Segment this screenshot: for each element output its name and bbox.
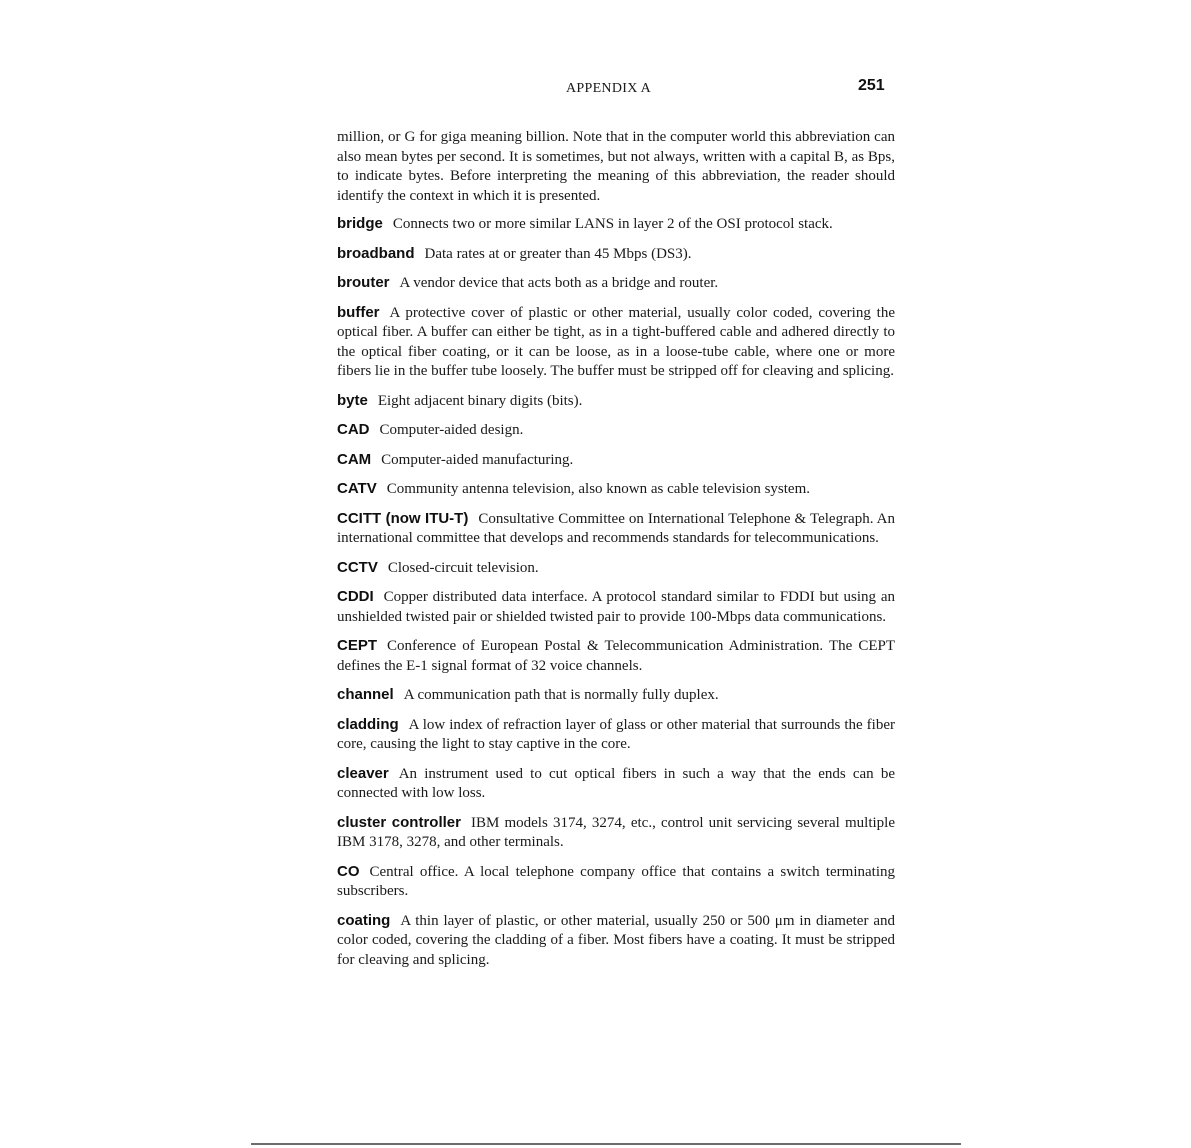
glossary-entry-byte: [337, 391, 895, 412]
glossary-definition: A vendor device that acts both as a bridge and router.: [399, 275, 719, 291]
continuation-paragraph: million, or G for giga meaning billion. Note that in the computer world this abbreviation can also mean bytes per second. It is sometimes, but not always, written with a capital B, as Bps, to indicate bytes. Before interpreting the meaning of this abbreviation, the reader should identify the context in which it is presented.: [337, 129, 895, 204]
glossary-definition: A communication path that is normally fully duplex.: [403, 687, 719, 703]
glossary-term: cladding: [337, 715, 399, 733]
glossary-term: CCTV: [337, 558, 378, 576]
glossary-entry-cluster-controller: [337, 813, 895, 853]
glossary-definition: Community antenna television, also known as cable television system.: [386, 481, 810, 497]
glossary-term: CAM: [337, 450, 372, 468]
page-number: 251: [858, 77, 885, 94]
glossary-entry-cddi: [337, 587, 895, 627]
glossary-entry-cctv: [337, 558, 895, 579]
glossary-definition: Eight adjacent binary digits (bits).: [377, 392, 583, 409]
glossary-entry-cleaver: [337, 764, 895, 804]
glossary-definition: Consultative Committee on International Telephone & Telegraph. An international committee that develops and recommends standards for telecommunications.: [337, 510, 895, 546]
glossary-definition: An instrument used to cut optical fibers in such a way that the ends can be connected with low loss.: [337, 765, 895, 801]
glossary-entry-catv: [337, 479, 895, 500]
glossary-definition: A low index of refraction layer of glass or other material that surrounds the fiber core, causing the light to stay captive in the core.: [337, 716, 895, 752]
glossary-entry-broadband: [337, 244, 895, 265]
glossary-term: channel: [337, 686, 394, 703]
glossary-entry-co: [337, 862, 895, 902]
glossary-definition: Data rates at or greater than 45 Mbps (DS3).: [424, 245, 692, 262]
glossary-term: coating: [337, 911, 391, 929]
glossary-definition: Connects two or more similar LANS in layer 2 of the OSI protocol stack.: [392, 216, 833, 232]
glossary-term: byte: [337, 391, 368, 409]
glossary-entry-cad: [337, 420, 895, 441]
glossary-term: CDDI: [337, 588, 374, 605]
glossary-entry-bridge: [337, 214, 895, 235]
glossary-definition: Copper distributed data interface. A protocol standard similar to FDDI but using an unshielded twisted pair or shielded twisted pair to provide 100-Mbps data communications.: [337, 589, 895, 625]
glossary-entry-brouter: [337, 273, 895, 294]
glossary-entry-cladding: [337, 715, 895, 755]
glossary-term: CAD: [337, 421, 370, 438]
glossary-term: buffer: [337, 303, 380, 321]
glossary-definition: A protective cover of plastic or other material, usually color coded, covering the optical fiber. A buffer can either be tight, as in a tight-buffered cable and adhered directly to the optical fiber coating, or it can be loose, as in a loose-tube cable, where one or more fibers lie in the buffer tube loosely. The buffer must be stripped off for cleaving and splicing.: [337, 304, 895, 379]
glossary-definition: Conference of European Postal & Telecommunication Administration. The CEPT defines the E-1 signal format of 32 voice channels.: [337, 638, 895, 674]
glossary-term: brouter: [337, 274, 390, 291]
running-head: APPENDIX A: [566, 81, 652, 96]
glossary-body: [337, 128, 895, 979]
glossary-term: CO: [337, 862, 360, 880]
glossary-entry-buffer: [337, 303, 895, 382]
glossary-entry-coating: [337, 911, 895, 971]
glossary-term: CEPT: [337, 637, 378, 654]
glossary-definition: Central office. A local telephone company office that contains a switch terminating subscribers.: [337, 863, 895, 899]
glossary-definition: Computer-aided manufacturing.: [381, 451, 574, 468]
glossary-definition: A thin layer of plastic, or other material, usually 250 or 500 μm in diameter and color coded, covering the cladding of a fiber. Most fibers have a coating. It must be stripped for cleaving and splicing.: [337, 912, 895, 968]
glossary-term: cluster controller: [337, 813, 461, 831]
glossary-definition: IBM models 3174, 3274, etc., control unit servicing several multiple IBM 3178, 3278, and other terminals.: [337, 814, 895, 850]
glossary-term: CATV: [337, 480, 377, 497]
glossary-entry-cam: [337, 450, 895, 471]
glossary-term: bridge: [337, 215, 383, 232]
glossary-definition: Computer-aided design.: [379, 422, 524, 438]
glossary-term: cleaver: [337, 764, 389, 782]
glossary-entry-ccitt: [337, 509, 895, 549]
glossary-definition: Closed-circuit television.: [387, 559, 539, 576]
glossary-entry-cept: [337, 636, 895, 676]
page-bottom-rule: [251, 1143, 961, 1145]
glossary-entry-channel: [337, 685, 895, 706]
glossary-term: broadband: [337, 244, 415, 262]
glossary-term: CCITT (now ITU-T): [337, 509, 469, 527]
